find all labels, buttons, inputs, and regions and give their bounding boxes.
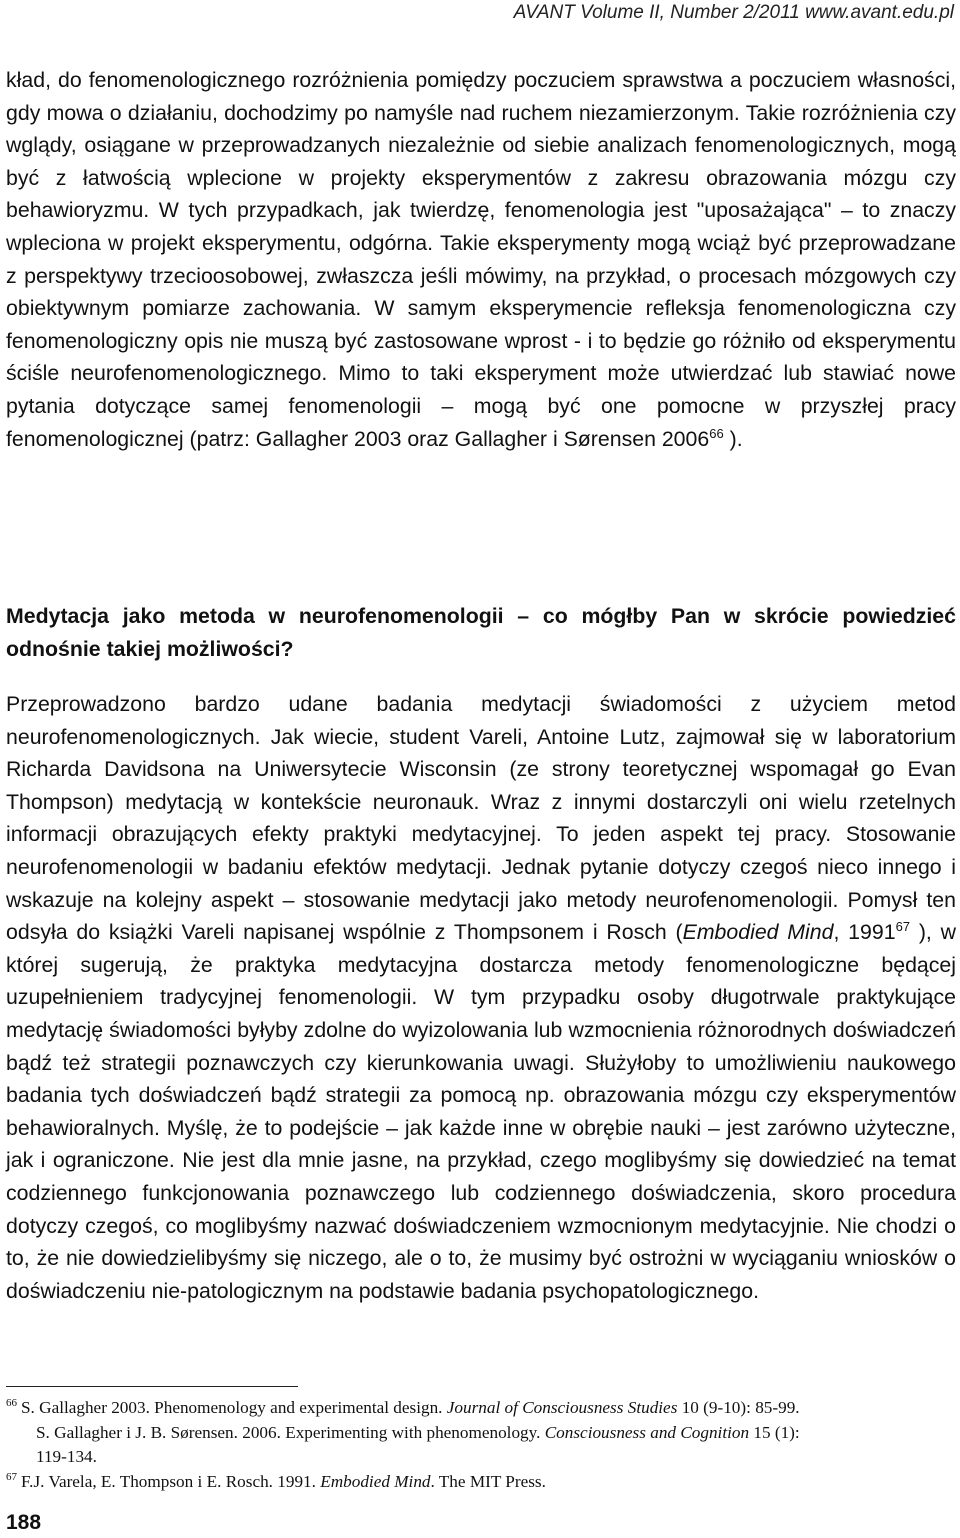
footnote-66-line-3: 119-134. xyxy=(36,1447,97,1466)
footnote-66-line-1 xyxy=(6,1396,951,1421)
footnote-66-citation-2: S. Gallagher i J. B. Sørensen. 2006. Experimenting with phenomenology. xyxy=(36,1422,545,1442)
footnote-ref-67[interactable]: 67 xyxy=(895,919,911,935)
footnote-66-number: 66 xyxy=(6,1397,17,1410)
footnote-67-citation: F.J. Varela, E. Thompson i E. Rosch. 1991. xyxy=(21,1471,321,1491)
answer-text-year: , 1991 xyxy=(833,920,896,945)
paragraph-1-text: kład, do fenomenologicznego rozróżnienia pomiędzy poczuciem sprawstwa a poczuciem własności, gdy mowa o działaniu, dochodzimy po namyśle nad ruchem niezamierzonym. Takie rozróżnienia czy wglądy, osiągane w przeprowadzanych niezależnie od siebie analizach fenomenologicznych, mogą być z łatwością wplecione w projekty eksperymentów z zakresu obrazowania mózgu czy behawioryzmu. W tych przypadkach, jak twierdzę, fenomenologia jest "uposażająca" – to znaczy wpleciona w projekt eksperymentu, odgórna. Takie eksperymenty mogą wciąż być przeprowadzane z perspektywy trzecioosobowej, zwłaszcza jeśli mówimy, na przykład, o procesach mózgowych czy obiektywnym pomiarze zachowania. W samym eksperymencie refleksja fenomenologiczna czy fenomenologiczny opis nie muszą być zastosowane wprost - i to będzie go różniło od eksperymentu ściśle neurofenomenologicznego. Mimo to taki eksperyment może utwierdzać lub stawiać nowe pytania dotyczące samej fenomenologii – mogą być one pomocne w przyszłej pracy fenomenologicznej (patrz: Gallagher 2003 oraz Gallagher i Sørensen 2006 xyxy=(6,68,956,451)
answer-text-part-2: ), w której sugerują, że praktyka medytacyjna dostarcza metody fenomenologiczne będącej uzupełnieniem tradycyjnej fenomenologii. W tym przypadku osoby długotrwale praktykujące medytację świadomości byłyby zdolne do wyizolowania lub wzmocnienia różnorodnych doświadczeń bądź też strategii poznawczych czy kierunkowania uwagi. Służyłoby to umożliwieniu naukowego badania tych doświadczeń bądź strategii za pomocą np. obrazowania mózgu czy eksperymentów behawioralnych. Myślę, że to podejście – jak każde inne w obrębie nauki – jest zarówno użyteczne, jak i ograniczone. Nie jest dla mnie jasne, na przykład, czego moglibyśmy się dowiedzieć na temat codziennego funkcjonowania poznawczego lub codziennego doświadczenia, skoro procedura dotyczy czegoś, co moglibyśmy nazwać doświadczeniem wzmocnionym medytacyjnie. Nie chodzi o to, że nie dowiedzielibyśmy się niczego, ale o to, że musimy być ostrożni w wyciąganiu wniosków o doświadczeniu nie-patologicznym na podstawie badania psychopatologicznego. xyxy=(6,920,956,1303)
paragraph-1-end: ). xyxy=(723,426,743,451)
footnote-ref-66[interactable]: 66 xyxy=(709,425,724,441)
body-paragraph-answer xyxy=(6,688,956,1307)
page-number: 188 xyxy=(6,1511,42,1534)
footnote-66-journal-1: Journal of Consciousness Studies xyxy=(446,1398,678,1417)
journal-issue-url: Volume II, Number 2/2011 www.avant.edu.pl xyxy=(574,2,954,23)
footnote-67-book-title: Embodied Mind xyxy=(320,1471,431,1491)
footnote-66-citation-1-end: 10 (9-10): 85-99. xyxy=(677,1398,800,1417)
footnote-67-publisher: . The MIT Press. xyxy=(430,1471,546,1491)
answer-text-part-1: Przeprowadzono bardzo udane badania medytacji świadomości z użyciem metod neurofenomenologicznych. Jak wiecie, student Vareli, Antoine Lutz, zajmował się w laboratorium Richarda Davidsona na Uniwersytecie Wisconsin (ze strony teoretycznej wspomagał go Evan Thompson) medytacją w kontekście neuronauk. Wraz z innymi dostarczyli oni wielu rzetelnych informacji obrazujących efekty praktyki medytacyjnej. To jeden aspekt tej pracy. Stosowanie neurofenomenologii w badaniu efektów medytacji. Jednak pytanie dotyczy czegoś nieco innego i wskazuje na kolejny aspekt – stosowanie medytacji jako metody neurofenomenologii. Pomysł ten odsyła do książki Vareli napisanej wspólnie z Thompsonem i Rosch ( xyxy=(6,692,956,945)
section-question-heading: Medytacja jako metoda w neurofenomenologii – co mógłby Pan w skrócie powiedzieć odnośnie takiej możliwości? xyxy=(6,604,956,661)
footnote-66-line-2 xyxy=(6,1421,951,1446)
footnote-67-number: 67 xyxy=(6,1470,17,1483)
footnote-66-citation-1: S. Gallagher 2003. Phenomenology and experimental design. xyxy=(21,1398,447,1417)
footnotes-section xyxy=(6,1396,951,1494)
journal-name: AVANT xyxy=(513,2,575,23)
footnote-67 xyxy=(6,1470,951,1495)
book-title-embodied-mind: Embodied Mind xyxy=(682,920,834,945)
running-header xyxy=(514,0,954,26)
footnote-separator xyxy=(6,1386,298,1387)
footnote-66-citation-2-end: 15 (1): xyxy=(749,1422,800,1442)
footnote-66-journal-2: Consciousness and Cognition xyxy=(544,1422,750,1442)
body-paragraph-1 xyxy=(6,64,956,455)
